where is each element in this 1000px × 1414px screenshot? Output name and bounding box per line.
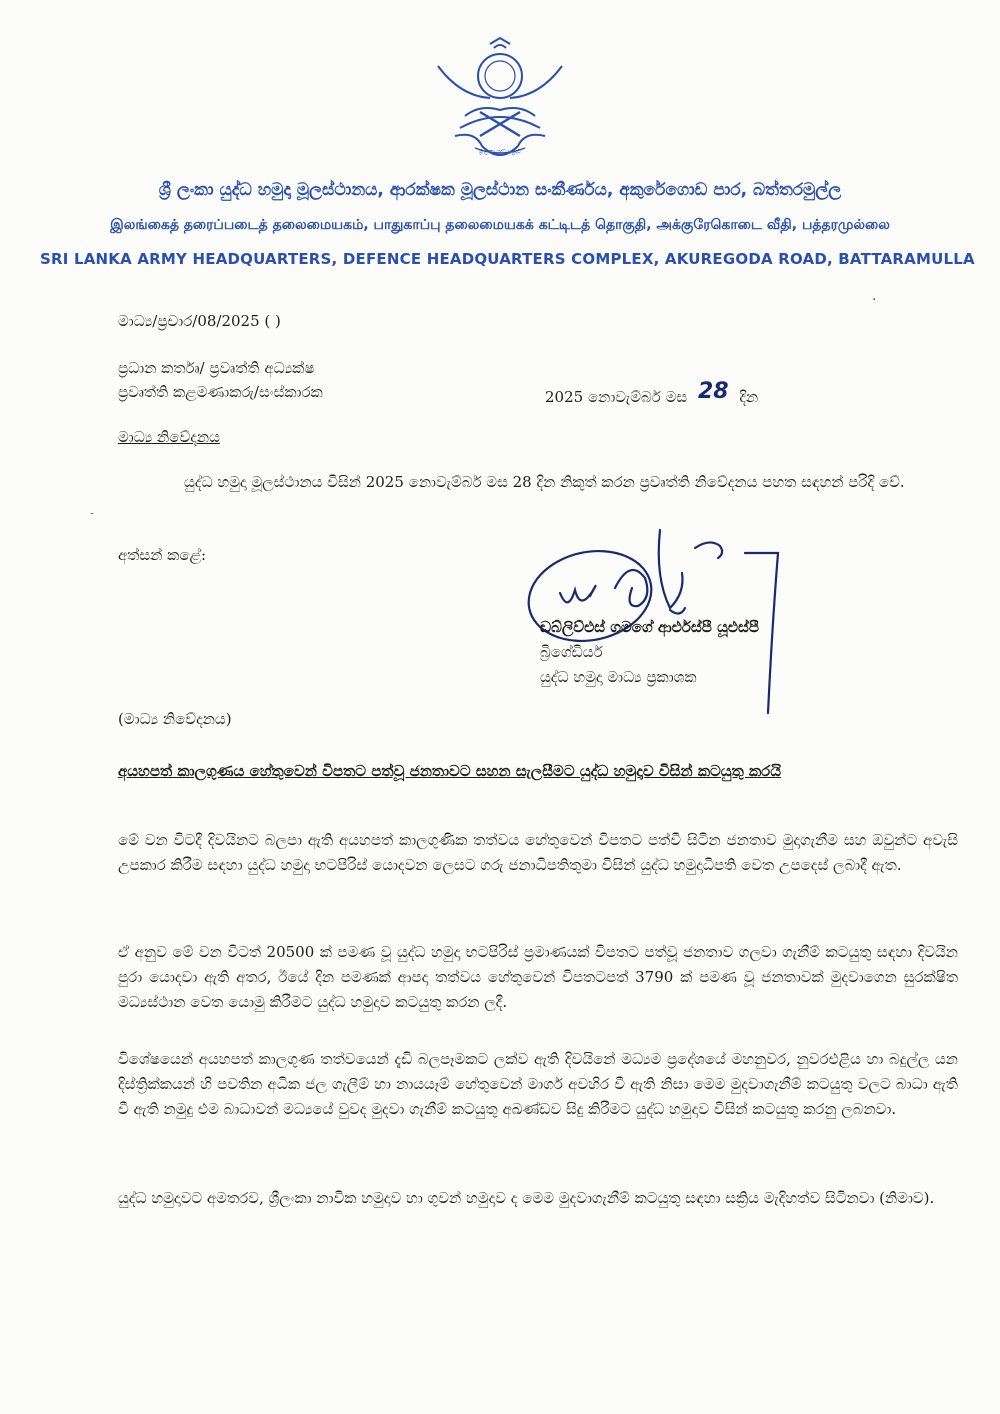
- release-title: අයහපත් කාලගුණය හේතුවෙන් විපතට පත්වූ ජනතාවට සහන සැලසීමට යුද්ධ හමුදාව විසින් කටයුතු කරයි: [118, 762, 782, 780]
- army-crest-logo: [420, 36, 580, 166]
- scan-mark-2: -: [90, 506, 95, 520]
- addressee-line-2: ප්‍රවෘත්ති කළමණාකරු/සංස්කාරක: [118, 383, 323, 401]
- body-paragraph-1: මේ වන විටදී දිවයිනට බලපා ඇති අයහපත් කාලගුණික තත්වය හේතුවෙන් විපතට පත්වී සිටින ජනතාව මුදාගැනීම සහ ඔවුන්ට අවැසි උපකාර කිරීම සඳහා යුද්ධ හමුදා භටපිරිස් යොදවන ලෙසට ගරු ජනාධිපතිතුමා විසින් යුද්ධ හමුදාධිපති වෙත උපදෙස් ලබාදී ඇත.: [118, 831, 958, 874]
- date-suffix: දින: [739, 388, 759, 406]
- body-paragraph-2: ඒ අනුව මේ වන විටත් 20500 ක් පමණ වූ යුද්ධ හමුදා භටපිරිස් ප්‍රමාණයක් විපතට පත්වූ ජනතාව ගලවා ගැනීම් කටයුතු සඳහා දිවයින පුරා යොදවා ඇති අතර, ඊයේ දින පමණක් ආපදා තත්වය හේතුවෙන් විපතටපත් 3790 ක් පමණ වූ ජනතාවක් මුදවාගෙන සුරක්ෂිත මධ්‍යස්ථාන වෙත යොමු කිරීමට යුද්ධ හමුදාව කටයුතු කරන ලදී.: [118, 943, 958, 1011]
- letter-date: [545, 379, 759, 408]
- attestation-label: අත්සන් කළේ:: [118, 546, 207, 564]
- header-english: SRI LANKA ARMY HEADQUARTERS, DEFENCE HEADQUARTERS COMPLEX, AKUREGODA ROAD, BATTARAMULLA: [40, 250, 975, 268]
- scan-mark: ·: [872, 292, 877, 308]
- media-note: (මාධ්‍ය නිවේදනය): [118, 710, 232, 728]
- left-sabre: [438, 66, 490, 98]
- body-paragraph-4: යුද්ධ හමුදාවට අමතරව, ශ්‍රීලංකා නාවික හමුදාව හා ගුවන් හමුදාව ද මෙම මුදවාගැනීම් කටයුතු සඳහා සක්‍රිය මැදිහත්ව සිටිනවා (නිමාව).: [118, 1189, 935, 1207]
- svg-text:ශ්‍රී ලංකා යුද්ධ හමුදාව: ශ්‍රී ලංකා යුද්ධ හමුදාව: [479, 149, 521, 155]
- header-tamil: இலங்கைத் தரைப்படைத் தலைமையகம், பாதுகாப்பு தலைமையகக் கட்டிடத் தொகுதி, அக்குரேகொடை வீதி, பத்தரமுல்லை: [110, 217, 890, 233]
- header-sinhala: ශ්‍රී ලංකා යුද්ධ හමුදා මූලස්ථානය, ආරක්ෂක මූලස්ථාන සංකීර්ණය, අකුරේගොඩ පාර, බත්තරමුල්ල: [158, 180, 842, 200]
- signatory-title: යුද්ධ හමුදා මාධ්‍ය ප්‍රකාශක: [540, 668, 697, 686]
- addressee-line-1: ප්‍රධාන කර්තෘ/ ප්‍රවෘත්ති අධ්‍යක්ෂ: [118, 359, 315, 377]
- subject-heading: මාධ්‍ය නිවේදනය: [118, 428, 220, 446]
- signatory-name: ඩබ්ලිව්එස් ගමගේ ආර්එස්පී යූඑස්පී: [540, 618, 759, 636]
- reference-number: මාධ්‍ය/ප්‍රචාර/08/2025 ( ): [118, 312, 281, 330]
- intro-paragraph: යුද්ධ හමුදා මූලස්ථානය විසින් 2025 නොවැම්බර් මස 28 දින නිකුත් කරන ප්‍රවෘත්ති නිවේදනය පහත සඳහන් පරිදි වේ.: [184, 473, 905, 491]
- date-day-handwritten: 28: [697, 379, 729, 404]
- body-paragraph-3: විශේෂයෙන් අයහපත් කාලගුණ තත්වයෙන් දැඩි බලපෑමකට ලක්ව ඇති දිවයිනේ මධ්‍යම ප්‍රදේශයේ මහනුවර, නුවරඑළිය හා බදුල්ල යන දිස්ත්‍රික්කයන් හි පවතින අධික ජල ගැලීම් හා නායයෑම් හේතුවෙන් මාර්ග අවහිර වී ඇති නිසා මෙම මුදවාගැනීම් කටයුතු වලට බාධා ඇති වී ඇති නමුදු එම බාධාවන් මධ්‍යයේ වුවද මුදවා ගැනීම් කටයුතු අඛණ්ඩව සිදු කිරීමට යුද්ධ හමුදාව විසින් කටයුතු කරනු ලබනවා.: [118, 1050, 958, 1118]
- date-prefix: 2025 නොවැම්බර් මස: [545, 388, 688, 406]
- signatory-rank: බ්‍රිගේඩියර්: [540, 643, 603, 661]
- right-sabre: [510, 66, 562, 98]
